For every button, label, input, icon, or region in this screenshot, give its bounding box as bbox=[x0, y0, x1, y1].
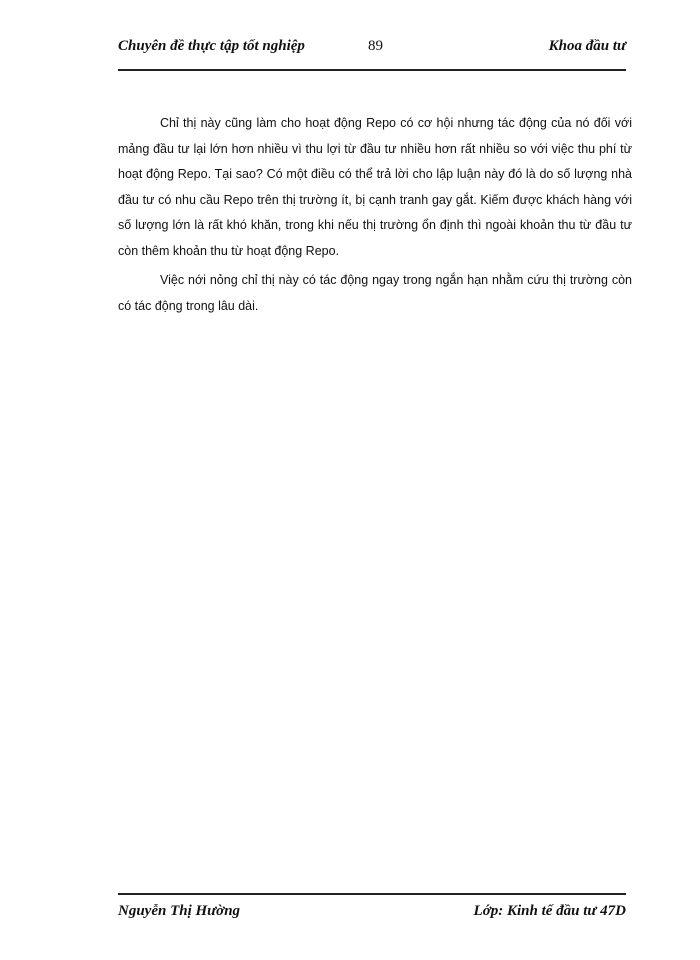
footer-author: Nguyễn Thị Hường bbox=[118, 903, 241, 919]
paragraph: Chỉ thị này cũng làm cho hoạt động Repo có cơ hội nhưng tác động của nó đối với mảng đầu tư lại lớn hơn nhiều vì thu lợi từ đầu tư nhiều hơn rất nhiều so với việc thu phí từ hoạt động Repo. Tại sao? Có một điều có thể trả lời cho lập luận này đó là do số lượng nhà đầu tư có nhu cầu Repo trên thị trường ít, bị cạnh tranh gay gắt. Kiếm được khách hàng với số lượng lớn là rất khó khăn, trong khi nếu thị trường ổn định thì ngoài khoản thu từ đầu tư còn thêm khoản thu từ hoạt động Repo. bbox=[118, 116, 632, 258]
header-document-title: Chuyên đề thực tập tốt nghiệp bbox=[118, 38, 305, 54]
page-header bbox=[118, 38, 626, 60]
page-footer bbox=[118, 903, 626, 925]
document-body bbox=[118, 111, 632, 323]
header-divider bbox=[118, 69, 626, 71]
header-department: Khoa đầu tư bbox=[548, 38, 626, 54]
page-number: 89 bbox=[368, 38, 383, 54]
paragraph: Việc nới nỏng chỉ thị này có tác động ngay trong ngắn hạn nhằm cứu thị trường còn có tác động trong lâu dài. bbox=[118, 273, 632, 313]
footer-divider bbox=[118, 893, 626, 895]
footer-class: Lớp: Kinh tế đầu tư 47D bbox=[473, 903, 626, 919]
